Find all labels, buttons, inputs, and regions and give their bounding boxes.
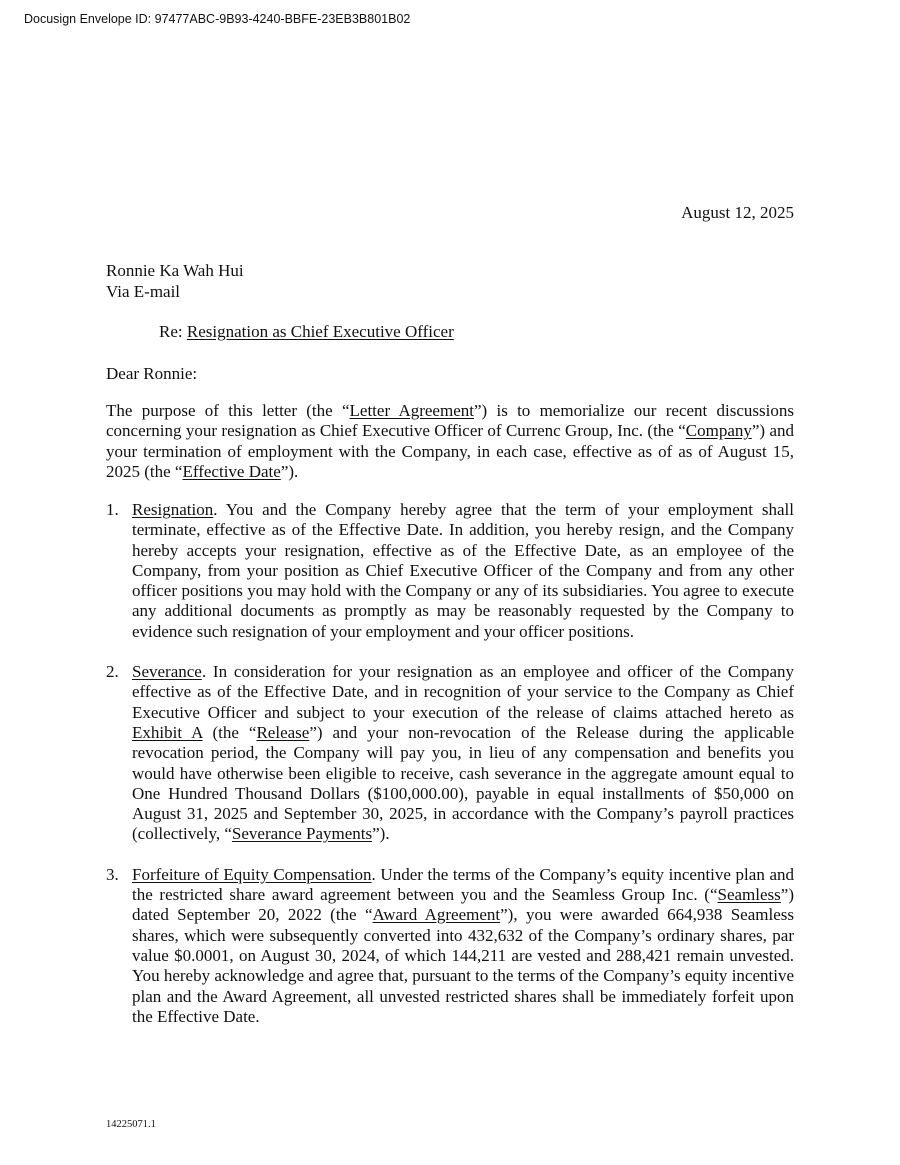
intro-text-3: ”) and your termination of employment with the Company, in each case, effective as of as of August 15, 2025 (the “ — [106, 421, 794, 481]
defined-term-award-agreement: Award Agreement — [372, 905, 501, 925]
section-heading: Severance — [132, 662, 202, 682]
section-body-3: ”) and your non-revocation of the Release during the applicable revocation period, the Company will pay you, in lieu of any compensation and benefits you would have otherwise been eligible to receive, cash severance in the aggregate amount equal to One Hundred Thousand Dollars ($100,000.00), payable in equal installments of $50,000 on August 31, 2025 and September 30, 2025, in accordance with the Company’s payroll practices (collectively, “ — [132, 722, 794, 844]
section-body-2: (the “ — [202, 722, 257, 742]
section-body-1: . Under the terms of the Company’s equity incentive plan and the restricted share award agreement between you and the Seamless Group Inc. (“ — [132, 864, 794, 905]
section-body-3: ”), you were awarded 664,938 Seamless shares, which were subsequently converted into 432,632 of the Company’s ordinary shares, par value $0.0001, on August 30, 2024, of which 144,211 are vested and 288,421 remain unvested. You hereby acknowledge and agree that, pursuant to the terms of the Company’s equity incentive plan and the Award Agreement, all unvested restricted shares shall be immediately forfeit upon the Effective Date. — [132, 905, 794, 1026]
recipient-block — [106, 260, 244, 302]
intro-text-1: The purpose of this letter (the “ — [106, 401, 350, 420]
docusign-envelope-id: Docusign Envelope ID: 97477ABC-9B93-4240-BBFE-23EB3B801B02 — [24, 12, 411, 26]
defined-term-seamless: Seamless — [717, 885, 781, 905]
section-number: 3. — [106, 864, 119, 884]
numbered-sections — [106, 500, 794, 1027]
delivery-method: Via E-mail — [106, 282, 181, 301]
subject-prefix: Re: — [159, 322, 187, 341]
section-body-4: ”). — [372, 824, 390, 844]
section-body-2: ”) dated September 20, 2022 (the “ — [132, 885, 794, 925]
section-severance — [106, 662, 794, 845]
salutation: Dear Ronnie: — [106, 364, 198, 383]
letter-date: August 12, 2025 — [681, 203, 794, 222]
section-heading: Resignation — [132, 500, 214, 519]
intro-text-4: ”). — [280, 461, 299, 481]
section-resignation — [106, 500, 794, 642]
section-body-1: . In consideration for your resignation as an employee and officer of the Company effective as of the Effective Date, and in recognition of your service to the Company as Chief Executive Officer and subject to your execution of the release of claims attached hereto as — [132, 662, 794, 722]
defined-term-release: Release — [256, 722, 310, 742]
document-id: 14225071.1 — [106, 1119, 156, 1130]
defined-term-effective-date: Effective Date — [182, 461, 281, 481]
subject-text: Resignation as Chief Executive Officer — [186, 322, 454, 341]
defined-term-letter-agreement: Letter Agreement — [349, 401, 474, 420]
section-number: 2. — [106, 662, 119, 682]
defined-term-company: Company — [685, 421, 752, 441]
subject-line — [159, 322, 454, 342]
exhibit-reference: Exhibit A — [132, 722, 203, 742]
section-forfeiture — [106, 865, 794, 1027]
recipient-name: Ronnie Ka Wah Hui — [106, 261, 244, 280]
intro-text-2: ”) is to memorialize our recent discussions concerning your resignation as Chief Executive Officer of Currenc Group, Inc. (the “ — [106, 401, 794, 441]
defined-term-severance-payments: Severance Payments — [231, 824, 373, 844]
intro-paragraph — [106, 401, 794, 482]
section-number: 1. — [106, 500, 119, 519]
section-body: . You and the Company hereby agree that the term of your employment shall terminate, effective as of the Effective Date. In addition, you hereby resign, and the Company hereby accepts your resignation, effective as of the Effective Date, as an employee of the Company, from your position as Chief Executive Officer of the Company and from any other officer positions you may hold with the Company or any of its subsidiaries. You agree to execute any additional documents as promptly as may be reasonably requested by the Company to evidence such resignation of your employment and your officer positions. — [132, 500, 794, 641]
section-heading: Forfeiture of Equity Compensation — [132, 864, 372, 884]
